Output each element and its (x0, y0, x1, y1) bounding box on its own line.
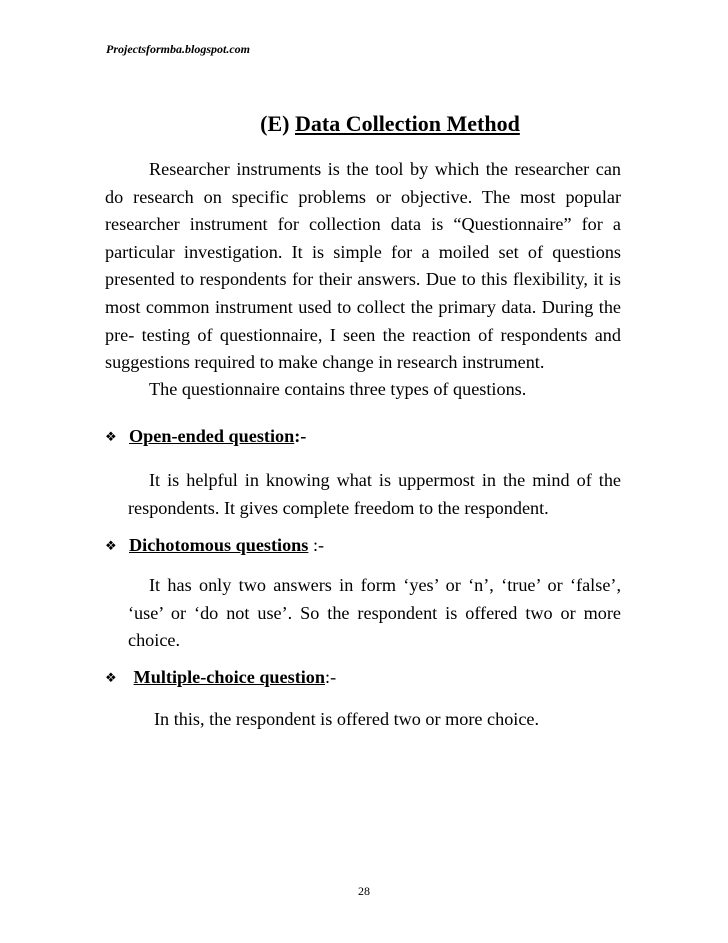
section-title (0, 111, 728, 137)
bullet-dichotomous (105, 532, 324, 560)
bullet-suffix: :- (308, 535, 325, 555)
bullet-heading: Multiple-choice question (133, 667, 326, 687)
bullet-heading: Dichotomous questions (129, 535, 309, 555)
question-types-intro: The questionnaire contains three types of questions. (149, 379, 527, 399)
bullet-heading: Open-ended question (129, 426, 295, 446)
section-title-prefix: (E) (260, 111, 290, 136)
diamond-bullet-icon: ❖ (105, 429, 117, 444)
bullet-multiple-choice (105, 664, 336, 692)
site-header: Projectsformba.blogspot.com (106, 42, 250, 56)
bullet-suffix: :- (325, 667, 337, 687)
intro-paragraph-text: Researcher instruments is the tool by which the researcher can do research on specific problems or objective. The most popular researcher instrument for collection data is “Questionnaire” for a particular investigation. It is simple for a moiled set of questions presented to respondents for their answers. Due to this flexibility, it is most common instrument used to collect the primary data. During the pre- testing of questionnaire, I seen the reaction of respondents and suggestions required to make change in research instrument. (105, 159, 621, 373)
bullet-description-text: It has only two answers in form ‘yes’ or ‘n’, ‘true’ or ‘false’, ‘use’ or ‘do not use’. So the respondent is offered two or more choice. (128, 575, 621, 651)
bullet-description-text: It is helpful in knowing what is uppermost in the mind of the respondents. It gives complete freedom to the respondent. (128, 470, 621, 518)
bullet-open-ended (105, 423, 306, 451)
bullet-description: In this, the respondent is offered two or more choice. (154, 709, 540, 729)
bullet-description (128, 572, 621, 655)
bullet-description (128, 467, 621, 522)
section-title-main: Data Collection Method (294, 111, 520, 136)
diamond-bullet-icon: ❖ (105, 670, 117, 685)
bullet-suffix: :- (294, 426, 307, 446)
intro-paragraph (105, 156, 621, 377)
diamond-bullet-icon: ❖ (105, 538, 117, 553)
page-number: 28 (358, 884, 370, 898)
